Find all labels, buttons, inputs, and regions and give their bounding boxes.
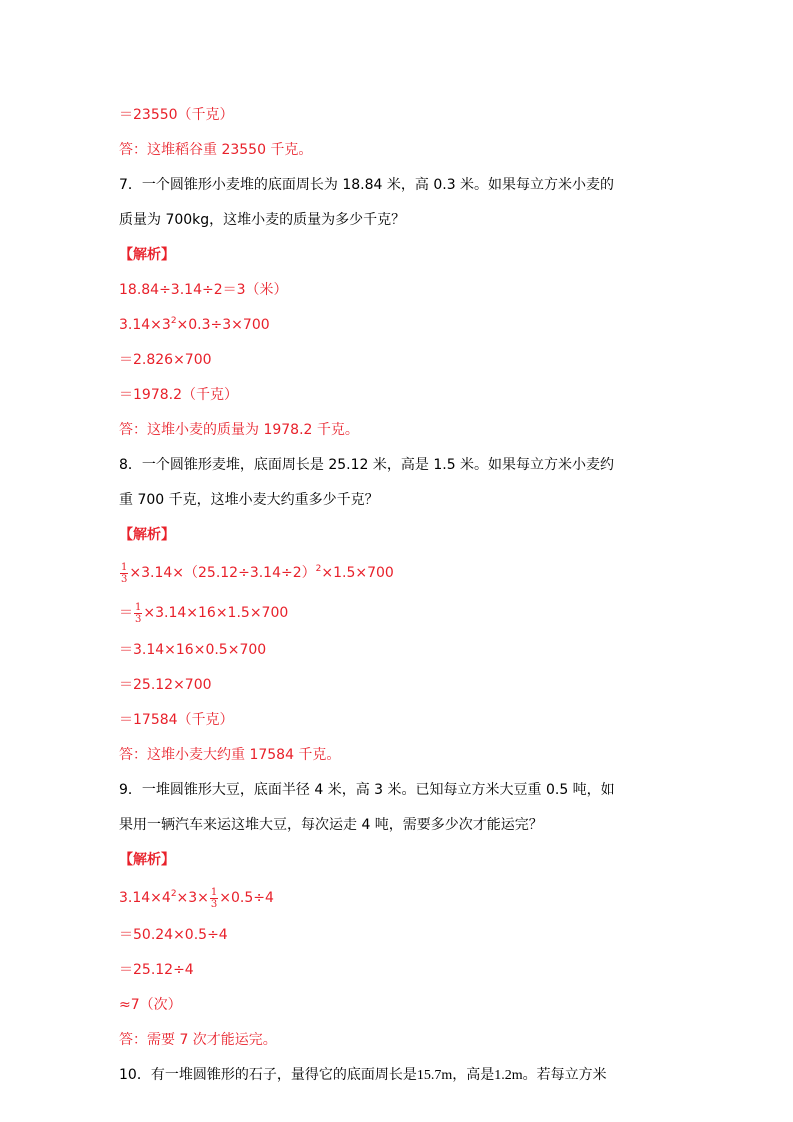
fraction-numerator: 1 (135, 601, 142, 613)
q7-question-line2: 质量为 700kg，这堆小麦的质量为多少千克？ (119, 212, 406, 228)
q6-step: ＝23550（千克） (119, 107, 234, 123)
q9-question-line2: 果用一辆汽车来运这堆大豆，每次运走 4 吨，需要多少次才能运完？ (119, 817, 543, 833)
q8-step1-b: ×1.5×700 (321, 565, 394, 581)
q9-step1-fraction (210, 887, 218, 910)
q9-step2: ＝50.24×0.5÷4 (119, 927, 228, 943)
q8-step2-b: ×3.14×16×1.5×700 (143, 605, 289, 621)
q7-question-line1: 7．一个圆锥形小麦堆的底面周长为 18.84 米，高 0.3 米。如果每立方米小麦的 (119, 177, 615, 193)
q9-step1-a: 3.14×4 (119, 890, 171, 906)
q7-step2-a: 3.14×3 (119, 317, 171, 333)
q10-value-circumference: 15.7m (416, 1068, 453, 1083)
fraction-denominator: 3 (135, 613, 142, 625)
q8-step1 (119, 553, 679, 593)
q9-step1 (119, 878, 679, 918)
q10-question-b: ，高是 (452, 1067, 495, 1083)
q9-step1-c: ×0.5÷4 (219, 890, 274, 906)
q9-analysis-label: 【解析】 (119, 852, 175, 868)
q8-step4: ＝25.12×700 (119, 677, 212, 693)
q8-step1-a: ×3.14×（25.12÷3.14÷2） (129, 565, 316, 581)
q10-question-a: 10．有一堆圆锥形的石子，量得它的底面周长是 (119, 1067, 417, 1083)
q8-step2-fraction (134, 602, 142, 625)
q7-step2-exponent: 2 (170, 316, 177, 326)
q8-step5: ＝17584（千克） (119, 712, 234, 728)
q7-step3: ＝2.826×700 (119, 352, 212, 368)
q8-question-line2: 重 700 千克，这堆小麦大约重多少千克？ (119, 492, 379, 508)
q9-step1-b: ×3× (176, 890, 209, 906)
q8-analysis-label: 【解析】 (119, 527, 175, 543)
fraction-denominator: 3 (210, 898, 218, 910)
q7-step2-b: ×0.3÷3×700 (176, 317, 270, 333)
q6-answer: 答：这堆稻谷重 23550 千克。 (119, 142, 313, 158)
q9-question-line1: 9．一堆圆锥形大豆，底面半径 4 米，高 3 米。已知每立方米大豆重 0.5 吨，如 (119, 782, 615, 798)
q9-answer: 答：需要 7 次才能运完。 (119, 1032, 277, 1048)
fraction-numerator: 1 (210, 886, 218, 898)
fraction-numerator: 1 (121, 561, 128, 573)
q9-step4: ≈7（次） (119, 997, 182, 1013)
q9-step3: ＝25.12÷4 (119, 962, 194, 978)
q10-value-height: 1.2m (494, 1068, 523, 1083)
q7-step2 (119, 308, 679, 343)
q8-step1-fraction (120, 562, 128, 585)
q7-step1: 18.84÷3.14÷2＝3（米） (119, 282, 288, 298)
q10-question-c: 。若每立方米 (522, 1067, 607, 1083)
fraction-denominator: 3 (121, 573, 128, 585)
q8-step2-prefix: ＝ (119, 605, 133, 621)
q8-step2 (119, 593, 679, 633)
q8-question-line1: 8．一个圆锥形麦堆，底面周长是 25.12 米，高是 1.5 米。如果每立方米小麦约 (119, 457, 615, 473)
q9-step1-exponent: 2 (170, 889, 177, 899)
q10-question-line1 (119, 1058, 679, 1093)
q8-step3: ＝3.14×16×0.5×700 (119, 642, 267, 658)
q7-step4: ＝1978.2（千克） (119, 387, 238, 403)
q8-step1-exponent: 2 (315, 564, 322, 574)
document-content (119, 98, 679, 1093)
q7-analysis-label: 【解析】 (119, 247, 175, 263)
q8-answer: 答：这堆小麦大约重 17584 千克。 (119, 747, 341, 763)
q7-answer: 答：这堆小麦的质量为 1978.2 千克。 (119, 422, 359, 438)
